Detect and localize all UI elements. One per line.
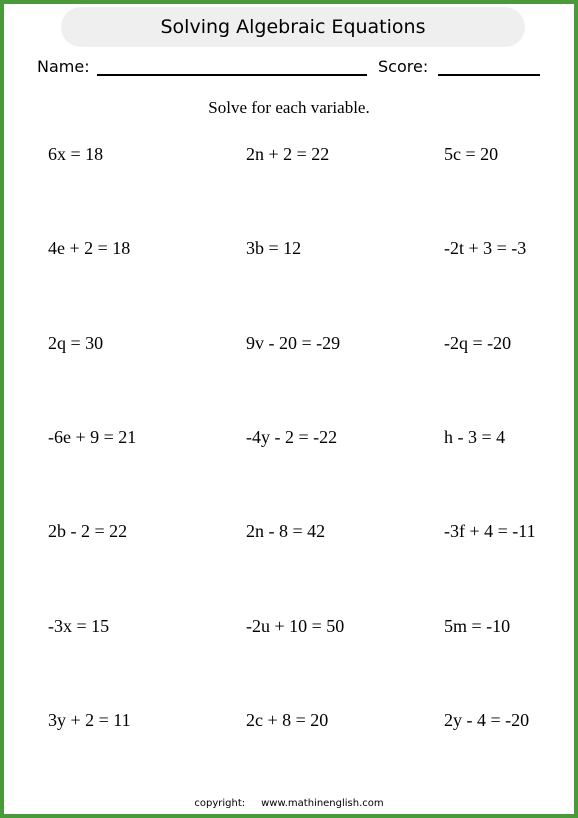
problem: 2b - 2 = 22 [48, 521, 128, 541]
instructions: Solve for each variable. [208, 98, 370, 117]
problem: 2n - 8 = 42 [246, 521, 326, 541]
website-link[interactable]: www.mathinenglish.com [261, 798, 384, 809]
worksheet-title: Solving Algebraic Equations [61, 7, 525, 47]
name-line [97, 74, 367, 76]
footer [4, 798, 574, 809]
problem: -3f + 4 = -11 [444, 521, 536, 541]
problem: 2n + 2 = 22 [246, 144, 330, 164]
problem: -2t + 3 = -3 [444, 238, 527, 258]
problem: -3x = 15 [48, 616, 110, 636]
copyright-label: copyright: [194, 798, 246, 809]
problem: 9v - 20 = -29 [246, 333, 341, 353]
score-label: Score: [378, 57, 429, 76]
problem: h - 3 = 4 [444, 427, 506, 447]
problem: -2u + 10 = 50 [246, 616, 345, 636]
name-label: Name: [37, 57, 90, 76]
problem: 2q = 30 [48, 333, 104, 353]
problem: 2y - 4 = -20 [444, 710, 530, 730]
problem: 3y + 2 = 11 [48, 710, 131, 730]
problem: 6x = 18 [48, 144, 104, 164]
problem: 4e + 2 = 18 [48, 238, 131, 258]
score-line [438, 74, 540, 76]
problem: 2c + 8 = 20 [246, 710, 329, 730]
problem: 3b = 12 [246, 238, 302, 258]
problem: -4y - 2 = -22 [246, 427, 338, 447]
problem: -2q = -20 [444, 333, 512, 353]
problem: 5c = 20 [444, 144, 499, 164]
problem: -6e + 9 = 21 [48, 427, 137, 447]
problem: 5m = -10 [444, 616, 511, 636]
